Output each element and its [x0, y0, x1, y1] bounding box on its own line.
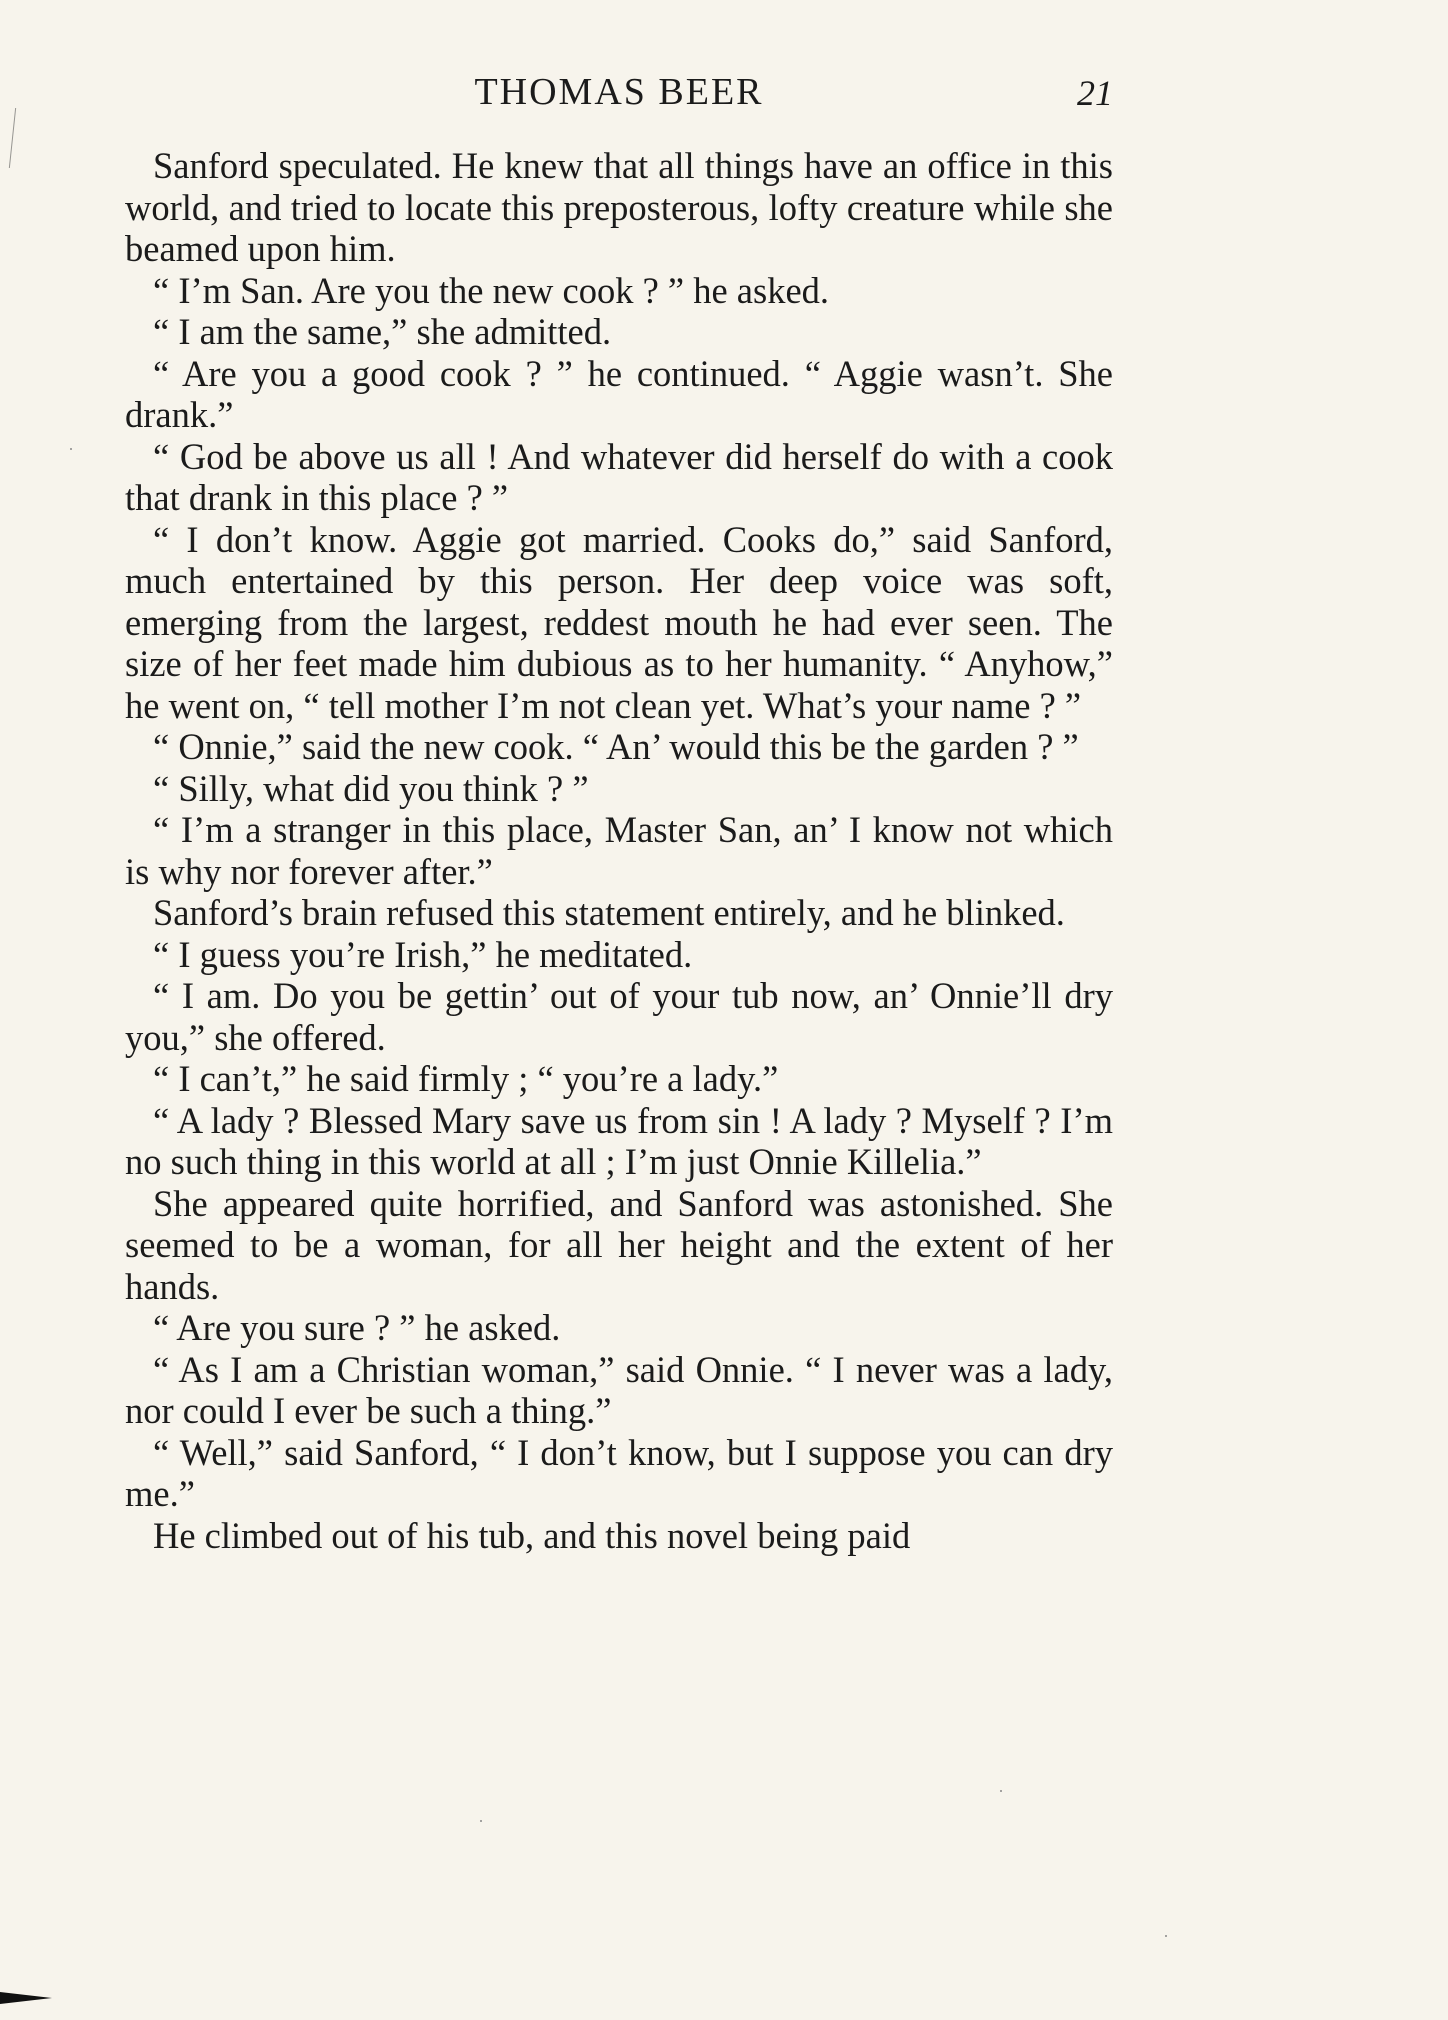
running-head — [125, 70, 1113, 120]
paragraph: “ I’m San. Are you the new cook ? ” he asked. — [153, 269, 830, 311]
paper-speck — [70, 448, 72, 450]
corner-pointer-mark — [0, 1992, 52, 2004]
body-text — [125, 145, 1113, 1556]
paper-speck — [1165, 1935, 1167, 1937]
paper-speck — [1000, 1790, 1002, 1792]
paragraph: “ Silly, what did you think ? ” — [153, 767, 589, 809]
paragraph: “ I can’t,” he said firmly ; “ you’re a lady.” — [153, 1058, 779, 1099]
page-number: 21 — [1077, 73, 1113, 113]
paragraph: “ As I am a Christian woman,” said Onnie. “ I never was a lady, nor could I ever be such a thing.” — [125, 1348, 1113, 1431]
paragraph: “ Are you a good cook ? ” he continued. “ Aggie wasn’t. She drank.” — [125, 352, 1113, 435]
paragraph: “ Are you sure ? ” he asked. — [153, 1307, 561, 1348]
paragraph: “ I am. Do you be gettin’ out of your tub now, an’ Onnie’ll dry you,” she offered. — [125, 975, 1113, 1058]
paragraph: “ I am the same,” she admitted. — [153, 311, 612, 352]
paper-speck — [480, 1820, 482, 1822]
paragraph: She appeared quite horrified, and Sanford was astonished. She seemed to be a woman, for all her height and the extent of her hands. — [125, 1182, 1113, 1307]
margin-pencil-mark — [9, 108, 20, 168]
paragraph: “ A lady ? Blessed Mary save us from sin ! A lady ? Myself ? I’m no such thing in this world at all ; I’m just Onnie Killelia.” — [125, 1099, 1113, 1182]
paragraph: He climbed out of his tub, and this novel being paid — [153, 1514, 911, 1556]
paragraph: “ I don’t know. Aggie got married. Cooks do,” said Sanford, much entertained by this person. Her deep voice was soft, emerging from the largest, reddest mouth he had ever seen. The size of her feet made him dubious as to her humanity. “ Anyhow,” he went on, “ tell mother I’m not clean yet. What’s your name ? ” — [125, 518, 1113, 726]
paragraph: “ Onnie,” said the new cook. “ An’ would this be the garden ? ” — [153, 726, 1079, 767]
paragraph: “ Well,” said Sanford, “ I don’t know, but I suppose you can dry me.” — [125, 1431, 1113, 1514]
paragraph: Sanford’s brain refused this statement entirely, and he blinked. — [153, 892, 1065, 933]
paragraph: “ God be above us all ! And whatever did herself do with a cook that drank in this place ? ” — [125, 435, 1113, 518]
paragraph: Sanford speculated. He knew that all things have an office in this world, and tried to locate this preposterous, lofty creature while she beamed upon him. — [125, 145, 1113, 269]
paragraph: “ I’m a stranger in this place, Master San, an’ I know not which is why nor forever after.” — [125, 809, 1113, 892]
running-title: THOMAS BEER — [474, 71, 764, 113]
paragraph: “ I guess you’re Irish,” he meditated. — [153, 933, 693, 975]
